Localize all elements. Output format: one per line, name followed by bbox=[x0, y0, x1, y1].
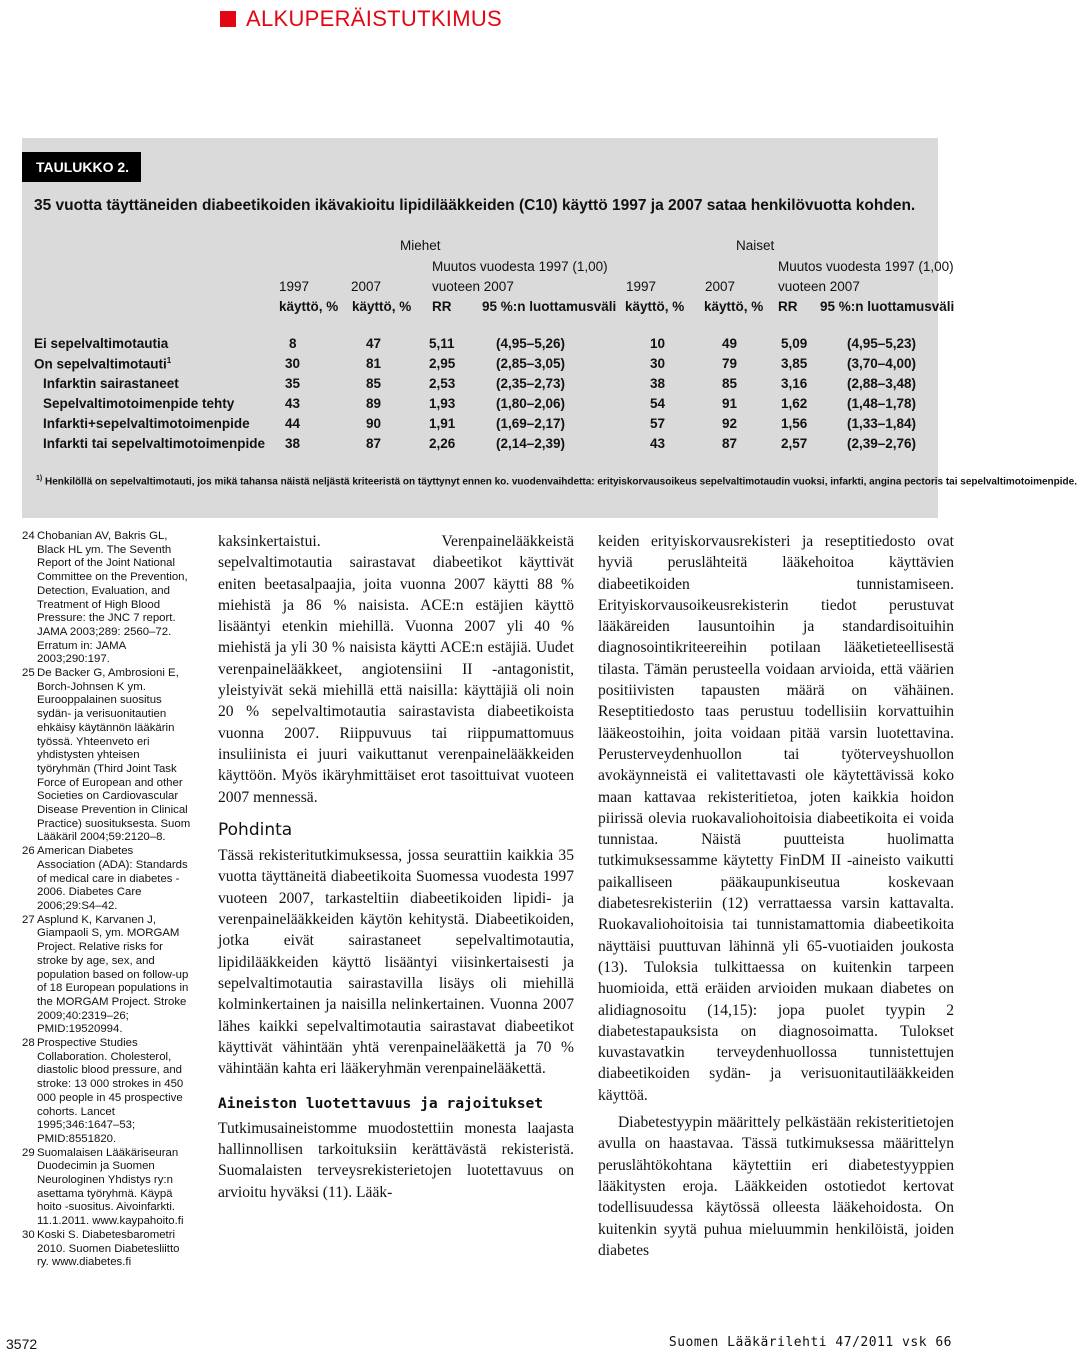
reference-text: Koski S. Diabetesbarometri 2010. Suomen Diabetesliitto ry. www.diabetes.fi bbox=[37, 1228, 180, 1269]
body-column-right bbox=[598, 531, 954, 1261]
red-square-icon bbox=[220, 11, 236, 27]
reference-number: 24 bbox=[22, 530, 35, 542]
table-cell: 92 bbox=[722, 416, 738, 431]
header-men-1997: 1997 bbox=[279, 279, 310, 294]
header-men-change: Muutos vuodesta 1997 (1,00) bbox=[432, 259, 608, 274]
reference-text: Chobanian AV, Bakris GL, Black HL ym. The Seventh Report of the Joint National Committee on the Prevention, Detection, Evaluation, and Treatment of High Blood Pressure: the JNC 7 report. JAMA 2003;289: 2560–72. Erratum in: JAMA 2003;290:197. bbox=[37, 530, 188, 666]
table-footnote bbox=[36, 475, 1077, 487]
header-men: Miehet bbox=[400, 238, 441, 253]
table-cell: (4,95–5,26) bbox=[496, 336, 566, 351]
table-panel bbox=[22, 138, 938, 518]
body-paragraph: Diabetestyypin määrittely pelkästään rekisteritietojen avulla on haastavaa. Tässä tutkimuksessa määrittelyn peruslähtökohtana käytettiin eri diabetestyyppien lääkitysten eroja. Lääkkeiden ostotiedot kertovat todellisuudessa käytössä olleesta lääkehoidosta. On kuitenkin syytä puhua mieluummin henkilöistä, joiden diabetes bbox=[598, 1114, 954, 1259]
table-cell: 1,62 bbox=[781, 396, 808, 411]
reference-item bbox=[22, 914, 192, 1037]
table-cell: 87 bbox=[722, 436, 738, 451]
header-women-use07: käyttö, % bbox=[704, 299, 764, 314]
table-cell: (1,80–2,06) bbox=[496, 396, 566, 411]
reference-item bbox=[22, 667, 192, 845]
table-cell: 1,91 bbox=[429, 416, 456, 431]
table-cell: (4,95–5,23) bbox=[847, 336, 917, 351]
table-cell: 5,09 bbox=[781, 336, 808, 351]
reference-text: Asplund K, Karvanen J, Giampaoli S, ym. MORGAM Project. Relative risks for stroke by age, sex, and population based on follow-up of 18 European populations in the MORGAM Project. Stroke 2009;40:2319–26; PMID:19520994. bbox=[37, 913, 189, 1036]
table-row-label bbox=[34, 356, 171, 372]
table-cell: (2,35–2,73) bbox=[496, 376, 566, 391]
table-cell: 90 bbox=[366, 416, 382, 431]
table-caption: 35 vuotta täyttäneiden diabeetikoiden ikävakioitu lipidilääkkeiden (C10) käyttö 1997 ja 2007 sataa henkilövuotta kohden. bbox=[34, 197, 916, 214]
table-cell: 49 bbox=[722, 336, 738, 351]
reference-item bbox=[22, 530, 192, 667]
table-cell: 8 bbox=[289, 336, 297, 351]
table-row-label: Ei sepelvaltimotautia bbox=[34, 336, 169, 351]
table-cell: (2,88–3,48) bbox=[847, 376, 917, 391]
table-cell: 43 bbox=[650, 436, 666, 451]
reference-text: Prospective Studies Collaboration. Cholesterol, diastolic blood pressure, and stroke: 13 000 strokes in 450 000 people in 45 prospective cohorts. Lancet 1995;346:1647–53; PMID:8551820. bbox=[37, 1037, 184, 1145]
table-cell: 2,57 bbox=[781, 436, 808, 451]
reference-text: Suomalaisen Lääkäriseuran Duodecimin ja Suomen Neurologinen Yhdistys ry:n asettama työryhmä. Käypä hoito -suositus. Aivoinfarkti. 11.1.2011. www.kaypahoito.fi bbox=[37, 1146, 184, 1228]
header-women-ci: 95 %:n luottamusväli bbox=[820, 299, 955, 314]
table-cell: (2,85–3,05) bbox=[496, 356, 566, 371]
header-women: Naiset bbox=[736, 238, 775, 253]
table-cell: 91 bbox=[722, 396, 738, 411]
reference-item bbox=[22, 1147, 192, 1229]
table-cell: 10 bbox=[650, 336, 666, 351]
journal-footer: Suomen Lääkärilehti 47/2011 vsk 66 bbox=[668, 1335, 952, 1350]
table-cell: 43 bbox=[285, 396, 301, 411]
table-cell: 3,16 bbox=[781, 376, 808, 391]
section-heading-reliability: Aineiston luotettavuus ja rajoitukset bbox=[218, 1095, 544, 1113]
reference-item bbox=[22, 1229, 192, 1270]
reference-item bbox=[22, 845, 192, 914]
table-cell: 81 bbox=[366, 356, 382, 371]
table-cell: 1,56 bbox=[781, 416, 808, 431]
reference-item bbox=[22, 1037, 192, 1147]
reference-text: De Backer G, Ambrosioni E, Borch-Johnsen K ym. Eurooppalainen suositus sydän- ja verisuonitautien ehkäisy käytännön lääkärin työssä. Yhteenveto eri yhdistysten yhteisen työryhmän (Third Joint Task Force of European and other Societies on Cardiovascular Disease Prevention in Clinical Practice) suosituksesta. Suom Lääkäril 2004;59:2120–8. bbox=[37, 667, 191, 844]
body-column-middle bbox=[218, 531, 574, 1203]
table-cell: 38 bbox=[650, 376, 666, 391]
table-row-label: Sepelvaltimotoimenpide tehty bbox=[43, 396, 235, 411]
section-heading-discussion: Pohdinta bbox=[218, 819, 293, 840]
body-paragraph: Tässä rekisteritutkimuksessa, jossa seurattiin kaikkia 35 vuotta täyttäneitä diabeetikoita Suomessa vuodesta 1997 vuoteen 2007, tarkasteltiin diabeetikoiden lipidi- ja verenpainelääkkeiden käytön kehitystä. Diabeetikoiden, jotka eivät sairastaneet sepelvaltimotautia, lipidilääkkeiden käyttö lisääntyi viisinkertaisesti ja sepelvaltimotautia sairastavilla lisäys oli miehillä kolminkertainen ja naisilla nelinkertainen. Vuonna 2007 lähes kaikki sepelvaltimotautia sairastavat diabeetikot käyttivät vähintään yhtä verenpainelääkettä ja 70 % vähintään kahta eri lääkeryhmän verenpainelääkettä. bbox=[218, 847, 574, 1078]
header-women-2007: 2007 bbox=[705, 279, 736, 294]
reference-number: 30 bbox=[22, 1228, 35, 1241]
reference-number: 26 bbox=[22, 845, 35, 858]
table-cell: (2,39–2,76) bbox=[847, 436, 917, 451]
table-cell: 47 bbox=[366, 336, 382, 351]
table-cell: (3,70–4,00) bbox=[847, 356, 917, 371]
reference-number: 28 bbox=[22, 1037, 35, 1050]
table-row-label: Infarkti+sepelvaltimotoimenpide bbox=[43, 416, 250, 431]
footnote-mark: 1) bbox=[36, 475, 43, 482]
reference-number: 25 bbox=[22, 667, 35, 680]
table-cell: 2,95 bbox=[429, 356, 456, 371]
table-cell: 1,93 bbox=[429, 396, 456, 411]
table-cell: (1,69–2,17) bbox=[496, 416, 566, 431]
section-title: ALKUPERÄISTUTKIMUS bbox=[246, 6, 503, 31]
header-women-1997: 1997 bbox=[626, 279, 657, 294]
body-paragraph: keiden erityiskorvausrekisteri ja reseptitiedosto ovat hyviä peruslähteitä lääkehoitoa käyttävien diabeetikoiden tunnistamiseen. Erityiskorvausoikeusrekisterin tiedot perustuvat lääkäreiden lausuntoihin ja standardisoituihin diagnosointikriteereihin potilaan lääketieteellisestä tilasta. Tämän perusteella voidaan arvioida, että väärien positiivisten tapausten määrä on vähäinen. Reseptitiedosto taas perustuu todellisiin korvattuihin lääkeostoihin, joita voidaan pitää varsin luotettavina. Perusterveydenhuollon tai työterveyshuollon avokäynneistä ei valitettavasti ole käytettävissä koko maan kattavaa rekisteritietoa, joten kaikkia hoidon piirissä olevia ruokavaliohoitoisia diabeetikoita ei voida tunnistaa. Näistä puutteista huolimatta tutkimuksessamme käytetty FinDM II -aineisto vaikutti paikalliseen pääkaupunkiseutua koskevaan diabetesrekisteriin (12) verrattaessa varsin kattavalta. Ruokavaliohoitoisia tai tunnistamattomia diabeetikoita näyttäisi puuttuvan lähinnä yli 65-vuotiaiden joukosta (13). Tuloksia tulkittaessa on kuitenkin tarpeen huomioida, että eräiden arvioiden mukaan diabetes on alidiagnosoitu (14,15): jopa puolet tyypin 2 diabetestapauksista on diagnosoimatta. Tulokset kuvastavatkin terveydenhuollossa tunnistettujen diabeetikoiden sydän- ja verisuonitautilääkkeiden käyttöä. bbox=[598, 533, 954, 1104]
table-cell: 85 bbox=[722, 376, 738, 391]
table-row-label: Infarktin sairastaneet bbox=[43, 376, 179, 391]
table-cell: 79 bbox=[722, 356, 738, 371]
table-cell: 44 bbox=[285, 416, 301, 431]
header-men-use07: käyttö, % bbox=[352, 299, 412, 314]
table-cell: 89 bbox=[366, 396, 382, 411]
header-men-use97: käyttö, % bbox=[279, 299, 339, 314]
row-label-text: On sepelvaltimotauti bbox=[34, 356, 167, 372]
section-header bbox=[220, 6, 502, 32]
table-cell: 2,26 bbox=[429, 436, 456, 451]
table-cell: 38 bbox=[285, 436, 301, 451]
table-cell: 35 bbox=[285, 376, 301, 391]
header-men-ci: 95 %:n luottamusväli bbox=[482, 299, 617, 314]
table-cell: (1,33–1,84) bbox=[847, 416, 917, 431]
table-cell: 30 bbox=[285, 356, 301, 371]
header-women-change2: vuoteen 2007 bbox=[778, 279, 860, 294]
table-cell: 57 bbox=[650, 416, 666, 431]
table-cell: (2,14–2,39) bbox=[496, 436, 566, 451]
table-cell: 87 bbox=[366, 436, 382, 451]
table-row-label: Infarkti tai sepelvaltimotoimenpide bbox=[43, 436, 266, 451]
table-cell: 54 bbox=[650, 396, 666, 411]
reference-number: 29 bbox=[22, 1146, 35, 1159]
table-cell: 5,11 bbox=[429, 336, 455, 351]
header-men-change2: vuoteen 2007 bbox=[432, 279, 514, 294]
references-list bbox=[22, 530, 192, 1270]
header-men-rr: RR bbox=[432, 299, 452, 314]
header-women-use97: käyttö, % bbox=[625, 299, 685, 314]
footnote-text: Henkilöllä on sepelvaltimotauti, jos mikä tahansa näistä neljästä kriteeristä on täyttynyt ennen ko. vuodenvaihdetta: erityiskorvausoikeus sepelvaltimotaudin vuoksi, infarkti, angina pectoris tai sepelvaltimotoimenpide. bbox=[45, 476, 1077, 488]
body-paragraph: Tutkimusaineistomme muodostettiin monesta laajasta hallinnollisen tarkoituksiin kerättävästä rekisteristä. Suomalaisten terveysrekisterietojen luotettavuus on arvioitu hyväksi (11). Lääk- bbox=[218, 1119, 574, 1201]
table-tag: TAULUKKO 2. bbox=[22, 152, 141, 182]
header-men-2007: 2007 bbox=[351, 279, 382, 294]
reference-text: American Diabetes Association (ADA): Standards of medical care in diabetes - 2006. Diabetes Care 2006;29:S4–42. bbox=[37, 845, 188, 912]
table-cell: 85 bbox=[366, 376, 382, 391]
table-cell: (1,48–1,78) bbox=[847, 396, 917, 411]
body-paragraph: kaksinkertaistui. Verenpainelääkkeistä sepelvaltimotautia sairastavat diabeetikot käyttivät eniten beetasalpaajia, joita vuonna 2007 käytti 88 % miehistä ja 86 % naisista. ACE:n estäjien käyttö lisääntyi etenkin miehillä. Vuonna 2007 yli 40 % miehistä ja yli 30 % naisista käytti ACE:n estäjiä. Uudet verenpainelääkkeet, angiotensiini II -antagonistit, yleistyivät sekä miehillä että naisilla: käyttäjiä oli noin 20 % sepelvaltimotautia sairastavista diabeetikoista vuonna 2007. Riippuvuus tai riippumattomuus insuliinista ei juuri vaikuttanut verenpainelääkkeiden käyttöön. Myös ikäryhmittäiset erot tasoittuivat vuoteen 2007 mennessä. bbox=[218, 533, 574, 806]
page-number: 3572 bbox=[6, 1336, 38, 1352]
header-women-change: Muutos vuodesta 1997 (1,00) bbox=[778, 259, 954, 274]
table-cell: 30 bbox=[650, 356, 666, 371]
table-cell: 2,53 bbox=[429, 376, 456, 391]
reference-number: 27 bbox=[22, 913, 35, 926]
table-cell: 3,85 bbox=[781, 356, 808, 371]
header-women-rr: RR bbox=[778, 299, 798, 314]
row-label-sup: 1 bbox=[166, 356, 172, 365]
